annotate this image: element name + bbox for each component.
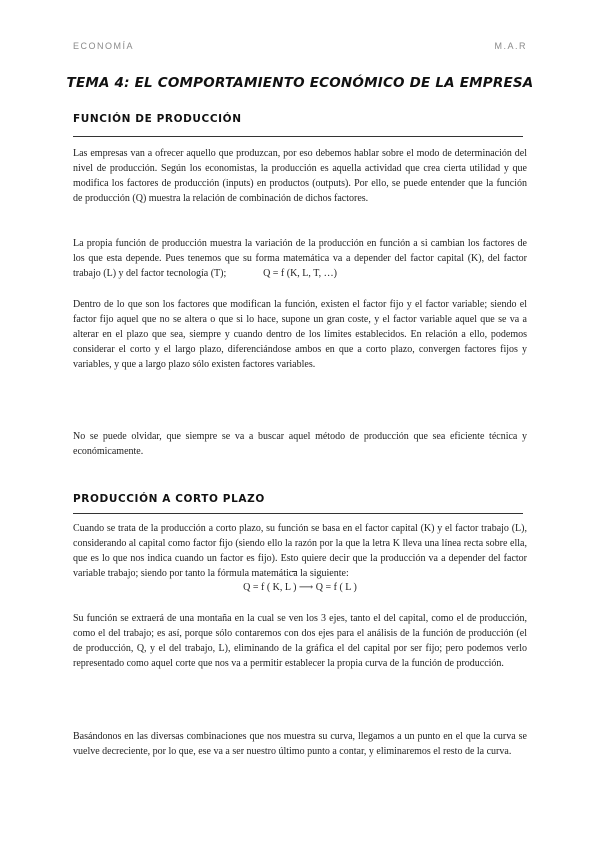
section-divider bbox=[73, 513, 523, 514]
paragraph: Las empresas van a ofrecer aquello que produzcan, por eso debemos hablar sobre el modo de determinación del nivel de producción. Según los economistas, la producción es aquella actividad que crea cierta utilidad y que modifica los factores de producción (inputs) en productos (outputs). Por ello, se puede entender que la función de producción (Q) muestra la relación de combinación de dichos factores. bbox=[73, 148, 527, 204]
section-heading-corto-plazo: PRODUCCIÓN A CORTO PLAZO bbox=[73, 493, 265, 505]
fixed-factor-overbar bbox=[292, 571, 297, 572]
header-subject: ECONOMÍA bbox=[73, 41, 135, 51]
section-heading-produccion: FUNCIÓN DE PRODUCCIÓN bbox=[73, 113, 242, 125]
paragraph: La propia función de producción muestra la variación de la producción en función a si cambian los factores de los que esta depende. Pues tenemos que su forma matemática va a depender del factor capital (K), del factor trabajo (L) y del factor tecnología (T); bbox=[73, 238, 527, 279]
paragraph: Basándonos en las diversas combinaciones que nos muestra su curva, llegamos a un punto en el que la curva se vuelve decreciente, por lo que, ese va a ser nuestro último punto a contar, y eliminaremos el resto de la curva. bbox=[73, 731, 527, 757]
document-title: TEMA 4: EL COMPORTAMIENTO ECONÓMICO DE LA EMPRESA bbox=[66, 75, 534, 91]
section-divider bbox=[73, 136, 523, 137]
paragraph: Cuando se trata de la producción a corto plazo, su función se basa en el factor capital (K) y el factor trabajo (L), considerando al capital como factor fijo (siendo ello la razón por la que la letra K lleva una línea recta sobre ella, que es lo que nos indica cuando un factor es fijo). Esto quiere decir que la producción va a depender del factor variable trabajo; siendo por tanto la fórmula matemática la siguiente: bbox=[73, 523, 527, 579]
paragraph: Su función se extraerá de una montaña en la cual se ven los 3 ejes, tanto el del capital, como el de producción, como el del trabajo; es así, porque sólo contaremos con dos ejes para el análisis de la función de producción (el de producción, Q, y el del trabajo, L), eliminando de la gráfica el del capital por ser fijo; pero podemos verlo representado como aquel corte que nos va a permitir establecer la propia curva de la función de producción. bbox=[73, 613, 527, 669]
header-author: M.A.R bbox=[494, 41, 527, 51]
paragraph: No se puede olvidar, que siempre se va a buscar aquel método de producción que sea eficiente técnica y económicamente. bbox=[73, 431, 527, 457]
formula: Q = f (K, L, T, …) bbox=[263, 268, 337, 279]
formula: Q = f ( K, L ) ⟶ Q = f ( L ) bbox=[243, 582, 357, 593]
paragraph: Dentro de lo que son los factores que modifican la función, existen el factor fijo y el factor variable; siendo el factor fijo aquel que no se altera o que si lo hace, supone un gran coste, y el factor variable aquel que se va a alterar en el plazo que sea, siempre y cuando dentro de los límites establecidos. En relación a ello, podemos considerar el corto y el largo plazo, diferenciándose ambos en que a corto plazo, convergen factores fijos y variables, y que a largo plazo sólo existen factores variables. bbox=[73, 299, 527, 370]
